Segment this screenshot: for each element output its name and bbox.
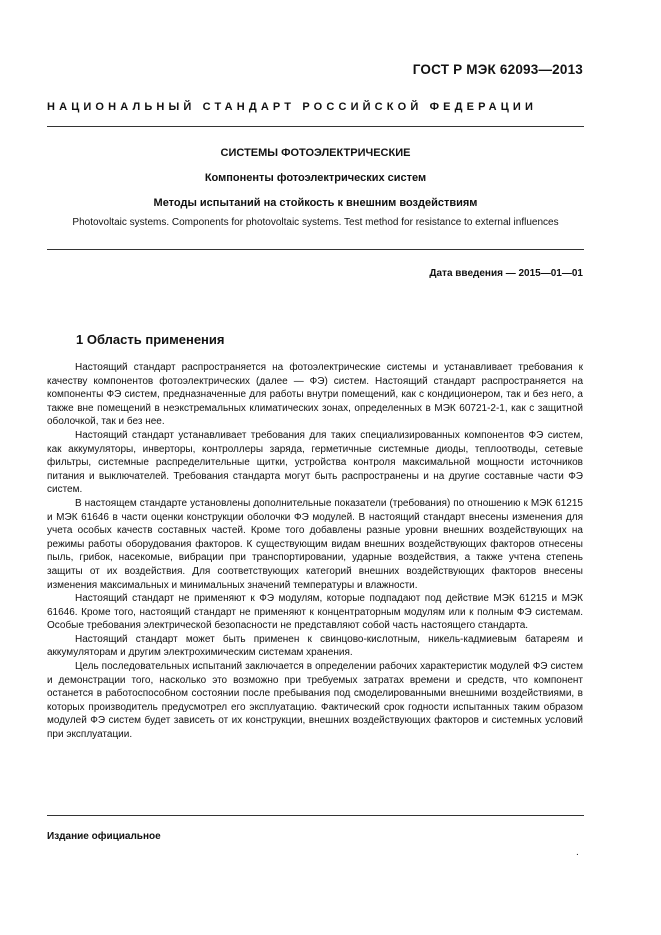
section-title: 1 Область применения [76,332,225,347]
edition-label: Издание официальное [47,831,161,842]
title-sub: Компоненты фотоэлектрических систем [204,172,427,184]
section-body [47,361,583,742]
paragraph: Настоящий стандарт устанавливает требования для таких специализированных компонентов ФЭ систем, как аккумуляторы, инверторы, контроллеры заряда, герметичные системные диоды, теплоотводы, сетевые фильтры, системные распределительные щитки, устройства контроля максимальной мощности источников питания и выключателей. Требования стандарта могут быть распространены и на другие составные части ФЭ систем. [47,429,583,496]
date-introduced: Дата введения — 2015—01—01 [429,268,583,279]
footer-divider [47,815,584,816]
national-standard-heading: НАЦИОНАЛЬНЫЙ СТАНДАРТ РОССИЙСКОЙ ФЕДЕРАЦИИ [47,101,538,113]
title-divider [47,249,584,250]
paragraph: Настоящий стандарт может быть применен к свинцово-кислотным, никель-кадмиевым батареям и аккумуляторам и другим электрохимическим системам хранения. [47,633,583,659]
paragraph: Цель последовательных испытаний заключается в определении рабочих характеристик модулей ФЭ систем и демонстрации того, насколько это возможно при требуемых затратах времени и средств, что компонент останется в работоспособном состоянии после пребывания под смоделированными внешними воздействиями, в которых производитель предусмотрел его эксплуатацию. Фактический срок годности испытанных таким образом модулей ФЭ систем будет зависеть от их конструкции, внешних воздействующих факторов и системных условий при эксплуатации. [47,661,583,741]
paragraph: В настоящем стандарте установлены дополнительные показатели (требования) по отношению к МЭК 61215 и МЭК 61646 в части оценки конструкции оболочки ФЭ модулей. В настоящий стандарт внесены изменения для учета особых качеств составных частей. Кроме того добавлены разные уровни внешних воздействующих на режимы работы оборудования факторов. К существующим видам внешних воздействующих факторов отнесены пыль, грибок, насекомые, вибрации при транспортировании, ударные воздействия, а также учтена степень защиты от их воздействия. Для соответствующих категорий внешних воздействующих факторов внесены изменения максимальных и минимальных значений температуры и влажности. [47,497,583,591]
title-main: СИСТЕМЫ ФОТОЭЛЕКТРИЧЕСКИЕ [220,147,411,159]
footer-mark: . [576,847,579,858]
top-divider [47,126,584,127]
title-methods: Методы испытаний на стойкость к внешним воздействиям [153,197,478,209]
title-english: Photovoltaic systems. Components for photovoltaic systems. Test method for resistance to external influences [72,217,559,228]
paragraph: Настоящий стандарт распространяется на фотоэлектрические системы и устанавливает требования к качеству компонентов фотоэлектрических (далее — ФЭ) систем. Настоящий стандарт распространяется на компоненты ФЭ систем, предназначенные для работы внутри помещений, как с кондиционером, так и без него, а также вне помещений в неэкстремальных климатических зонах, определенных в МЭК 60721-2-1, как с защитной оболочкой, так и без нее. [47,362,583,428]
document-code: ГОСТ Р МЭК 62093—2013 [412,62,583,77]
paragraph: Настоящий стандарт не применяют к ФЭ модулям, которые подпадают под действие МЭК 61215 и МЭК 61646. Кроме того, настоящий стандарт не применяют к концентраторным модулям или к полным ФЭ системам. Особые требования электрической безопасности не представляют собой часть настоящего стандарта. [47,593,583,632]
